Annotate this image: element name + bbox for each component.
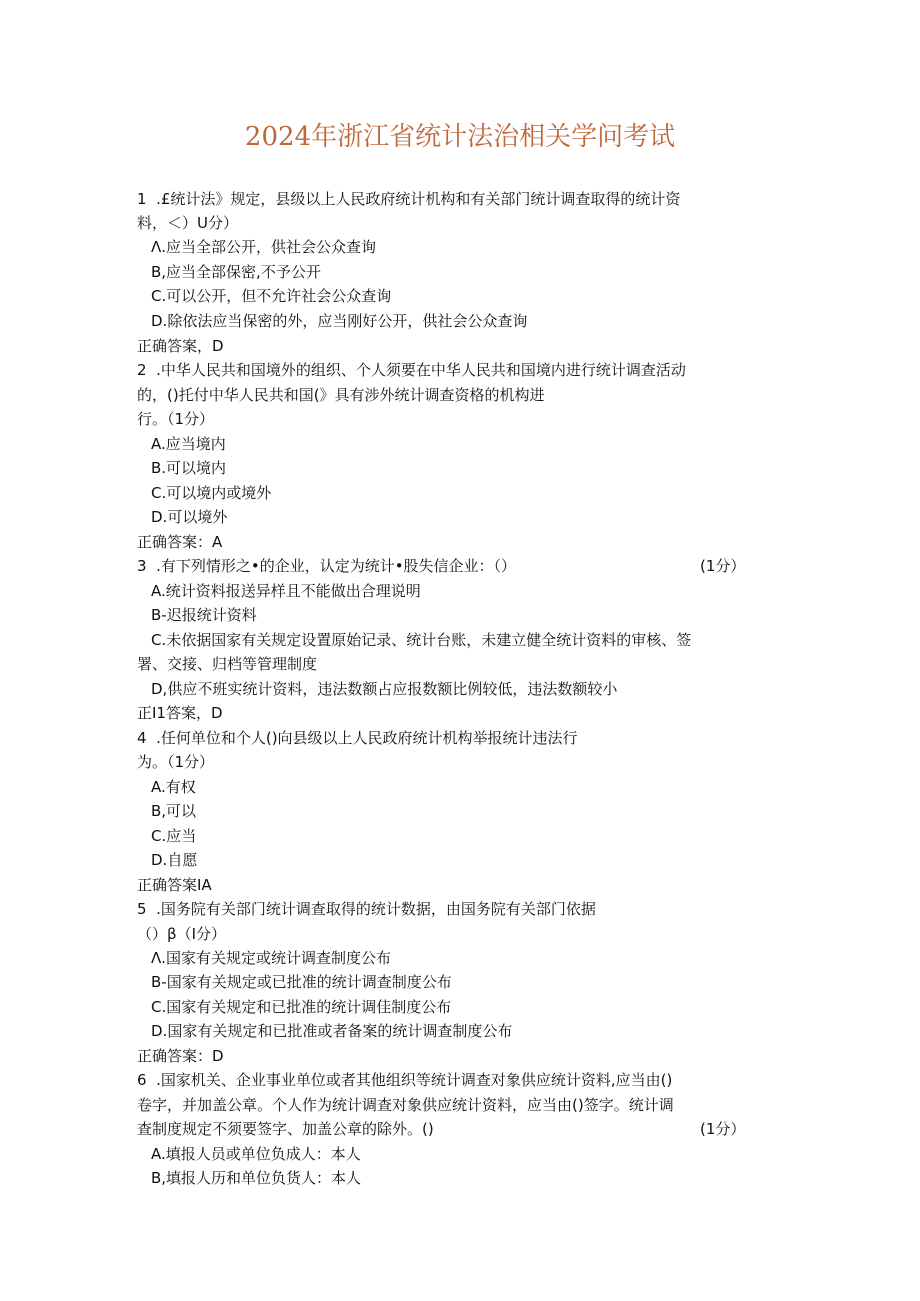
q3-option-a: A.统计资料报送异样且不能做出合理说明 <box>151 582 421 600</box>
q2-option-c: C.可以境内或境外 <box>151 484 272 502</box>
q1-option-d: D.除依法应当保密的外，应当刚好公开，供社会公众查询 <box>151 312 528 330</box>
q2-option-d: D.可以境外 <box>151 508 228 526</box>
q3-option-b: B-迟报统计资料 <box>151 606 257 624</box>
q1-option-c: C.可以公开，但不允许社会公众查询 <box>151 287 392 305</box>
q3-option-c-cont: 署、交接、归档等管理制度 <box>137 655 318 673</box>
q4-option-b: B,可以 <box>151 802 197 820</box>
question-2-text-cont2: 行。（1分） <box>137 410 215 428</box>
question-5-text: 5 .国务院有关部门统计调查取得的统计数据，由国务院有关部门依据 <box>137 900 596 918</box>
question-6-text: 6 .国家机关、企业事业单位或者其他组织等统计调查对象供应统计资料,应当由() <box>137 1071 673 1089</box>
q6-option-b: B,填报人历和单位负货人：本人 <box>151 1169 362 1187</box>
q5-option-c: C.国家有关规定和已批准的统计调佳制度公布 <box>151 998 452 1016</box>
q4-option-c: C.应当 <box>151 827 197 845</box>
question-2-text-cont: 的，()托付中华人民共和国(》具有涉外统计调查资格的机构进 <box>137 386 545 404</box>
q5-option-b: B-国家有关规定或已批准的统计调查制度公布 <box>151 973 452 991</box>
q4-option-d: D.自愿 <box>151 851 198 869</box>
q5-answer: 正确答案：D <box>137 1047 224 1065</box>
q6-points: (1分） <box>700 1120 746 1138</box>
q3-option-d: D,供应不班实统计资料，违法数额占应报数额比例较低，违法数额较小 <box>151 680 618 698</box>
q1-answer: 正确答案，D <box>137 337 224 355</box>
q2-option-b: B.可以境内 <box>151 459 227 477</box>
question-1-text: 1 .£统计法》规定，县级以上人民政府统计机构和有关部门统计调查取得的统计资 <box>137 190 681 208</box>
q3-answer: 正I1答案，D <box>137 704 223 722</box>
question-4-text: 4 .任何单位和个人()向县级以上人民政府统计机构举报统计违法行 <box>137 729 578 747</box>
question-5-text-cont: （）β（I分） <box>137 925 226 943</box>
q3-option-c: C.未依据国家有关规定设置原始记录、统计台账，未建立健全统计资料的审核、签 <box>151 631 692 649</box>
q4-answer: 正确答案IA <box>137 876 212 894</box>
question-6-text-cont2: 查制度规定不须要签字、加盖公章的除外。() <box>137 1120 434 1138</box>
page-title: 2024年浙江省统计法治相关学问考试 <box>244 122 676 152</box>
q6-option-a: A.填报人员或单位负成人：本人 <box>151 1145 361 1163</box>
question-1-text-cont: 料，＜）U分） <box>137 214 238 232</box>
q1-option-a: Λ.应当全部公开，供社会公众查询 <box>151 238 377 256</box>
q1-option-b: B,应当全部保密,不予公开 <box>151 263 321 281</box>
q3-points: (1分） <box>700 557 746 575</box>
q4-option-a: A.有权 <box>151 778 196 796</box>
q5-option-d: D.国家有关规定和已批准或者备案的统计调查制度公布 <box>151 1022 513 1040</box>
question-6-text-cont: 卷字，并加盖公章。个人作为统计调查对象供应统计资料，应当由()签字。统计调 <box>137 1096 674 1114</box>
question-4-text-cont: 为。（1分） <box>137 753 215 771</box>
question-3-text: 3 .有下列情形之•的企业，认定为统计•股失信企业：（） <box>137 557 517 575</box>
q5-option-a: Λ.国家有关规定或统计调查制度公布 <box>151 949 392 967</box>
q2-option-a: A.应当境内 <box>151 435 226 453</box>
q2-answer: 正确答案：A <box>137 533 223 551</box>
question-2-text: 2 .中华人民共和国境外的组织、个人须要在中华人民共和国境内进行统计调查活动 <box>137 361 686 379</box>
